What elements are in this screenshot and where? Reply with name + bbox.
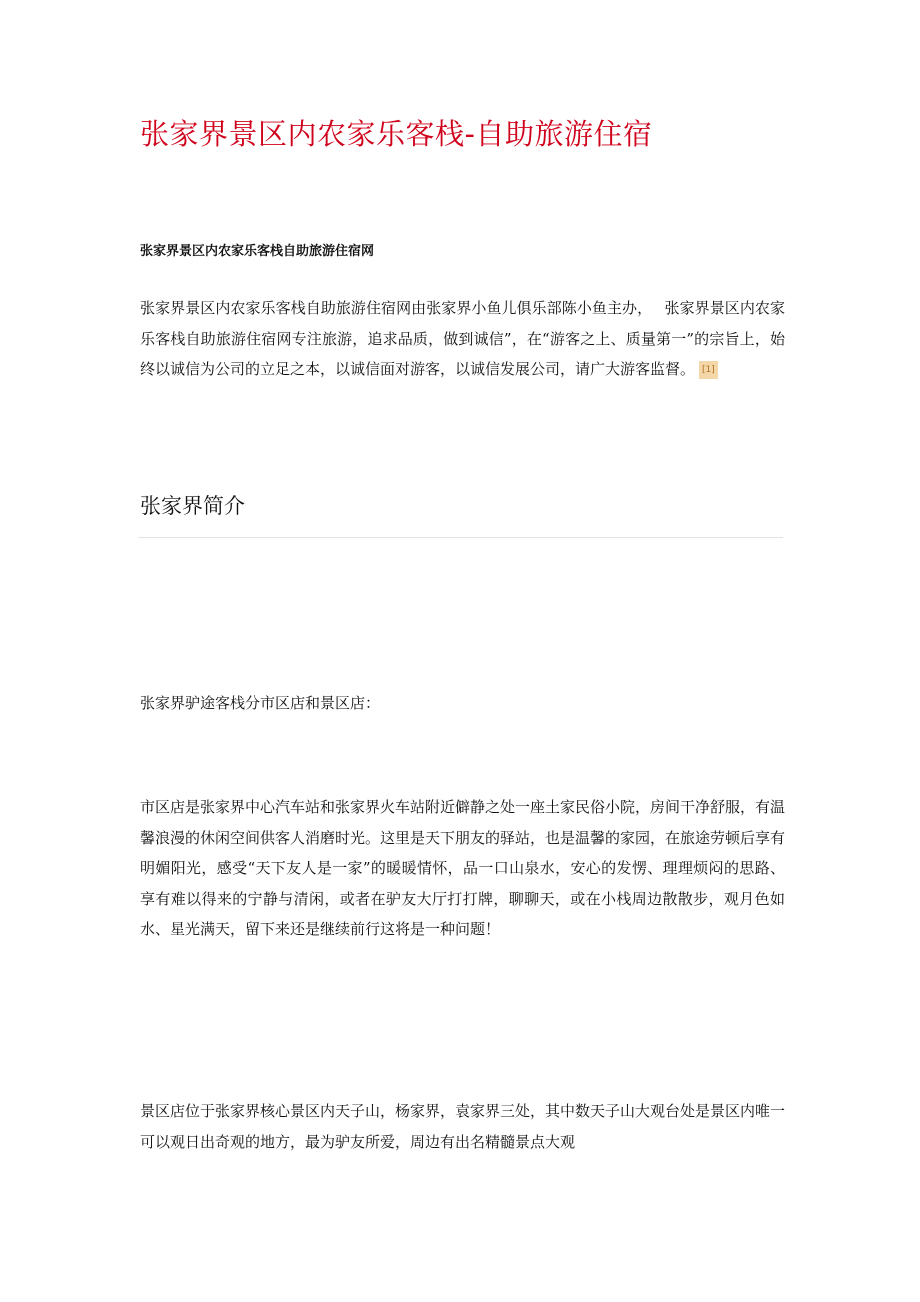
section-heading: 张家界简介 — [140, 494, 245, 518]
document-subtitle: 张家界景区内农家乐客栈自助旅游住宿网 — [140, 244, 375, 259]
body-paragraph: 市区店是张家界中心汽车站和张家界火车站附近僻静之处一座土家民俗小院，房间干净舒服，有温馨浪漫的休闲空间供客人消磨时光。这里是天下朋友的驿站，也是温馨的家园，在旅途劳顿后享有明媚阳光，感受“天下友人是一家”的暖暖情怀，品一口山泉水，安心的发愣、理理烦闷的思路、享有难以得来的宁静与清闲，或者在驴友大厅打打牌，聊聊天，或在小栈周边散散步，观月色如水、星光满天，留下来还是继续前行这将是一种问题！ — [140, 798, 786, 938]
intro-text: 张家界景区内农家乐客栈自助旅游住宿网由张家界小鱼儿俱乐部陈小鱼主办， 张家界景区内农家乐客栈自助旅游住宿网专注旅游，追求品质，做到诚信”，在“游客之上、质量第一”的宗旨上，始终以诚信为公司的立足之本，以诚信面对游客，以诚信发展公司，请广大游客监督。 — [140, 299, 785, 378]
document-title: 张家界景区内农家乐客栈-自助旅游住宿 — [140, 117, 653, 151]
intro-paragraph — [140, 293, 785, 385]
body-paragraph: 张家界驴途客栈分市区店和景区店： — [140, 694, 381, 712]
body-paragraph: 景区店位于张家界核心景区内天子山，杨家界，袁家界三处，其中数天子山大观台处是景区内唯一可以观日出奇观的地方，最为驴友所爱，周边有出名精髓景点大观 — [140, 1102, 786, 1151]
section-divider — [138, 537, 783, 538]
citation-link[interactable]: [1] — [699, 361, 718, 379]
